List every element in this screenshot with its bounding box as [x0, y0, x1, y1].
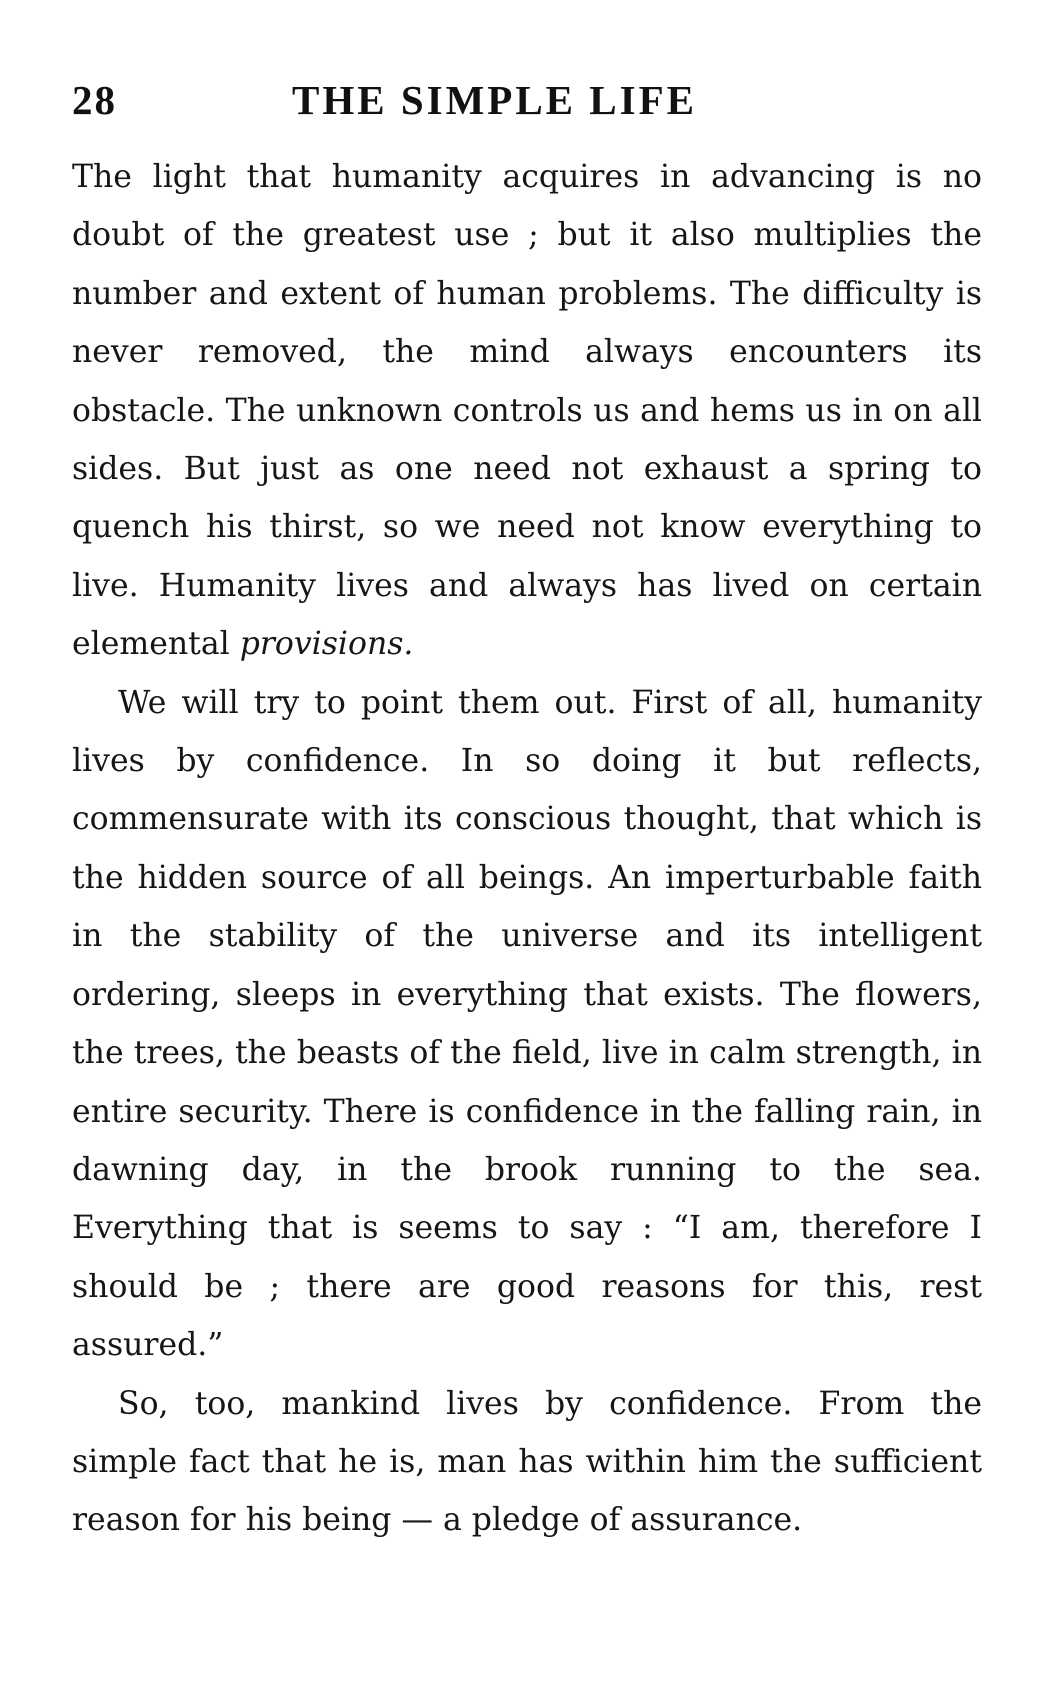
paragraph-3: So, too, mankind lives by confidence. From the simple fact that he is, man has within him the sufficient reason for his being — a pledge of assurance.	[72, 1385, 982, 1539]
body-text	[72, 148, 982, 1550]
paragraph-1	[72, 148, 982, 674]
page-number: 28	[72, 77, 117, 123]
running-head	[72, 72, 982, 128]
paragraph-1-text: The light that humanity acquires in advancing is no doubt of the greatest use ; but it also multiplies the number and extent of human problems. The difficulty is never removed, the mind always encounters its obstacle. The unknown controls us and hems us in on all sides. But just as one need not exhaust a spring to quench his thirst, so we need not know everything to live. Humanity lives and always has lived on certain elemental	[72, 159, 982, 663]
italic-word-provisions: provisions.	[239, 626, 414, 663]
running-title: THE SIMPLE LIFE	[292, 77, 697, 123]
paragraph-2: We will try to point them out. First of all, humanity lives by confidence. In so doing it but reflects, commensurate with its conscious thought, that which is the hidden source of all beings. An imperturbable faith in the stability of the universe and its intelligent ordering, sleeps in everything that exists. The flowers, the trees, the beasts of the field, live in calm strength, in entire security. There is confidence in the falling rain, in dawning day, in the brook running to the sea. Everything that is seems to say : “I am, therefore I should be ; there are good reasons for this, rest assured.”	[72, 684, 982, 1364]
